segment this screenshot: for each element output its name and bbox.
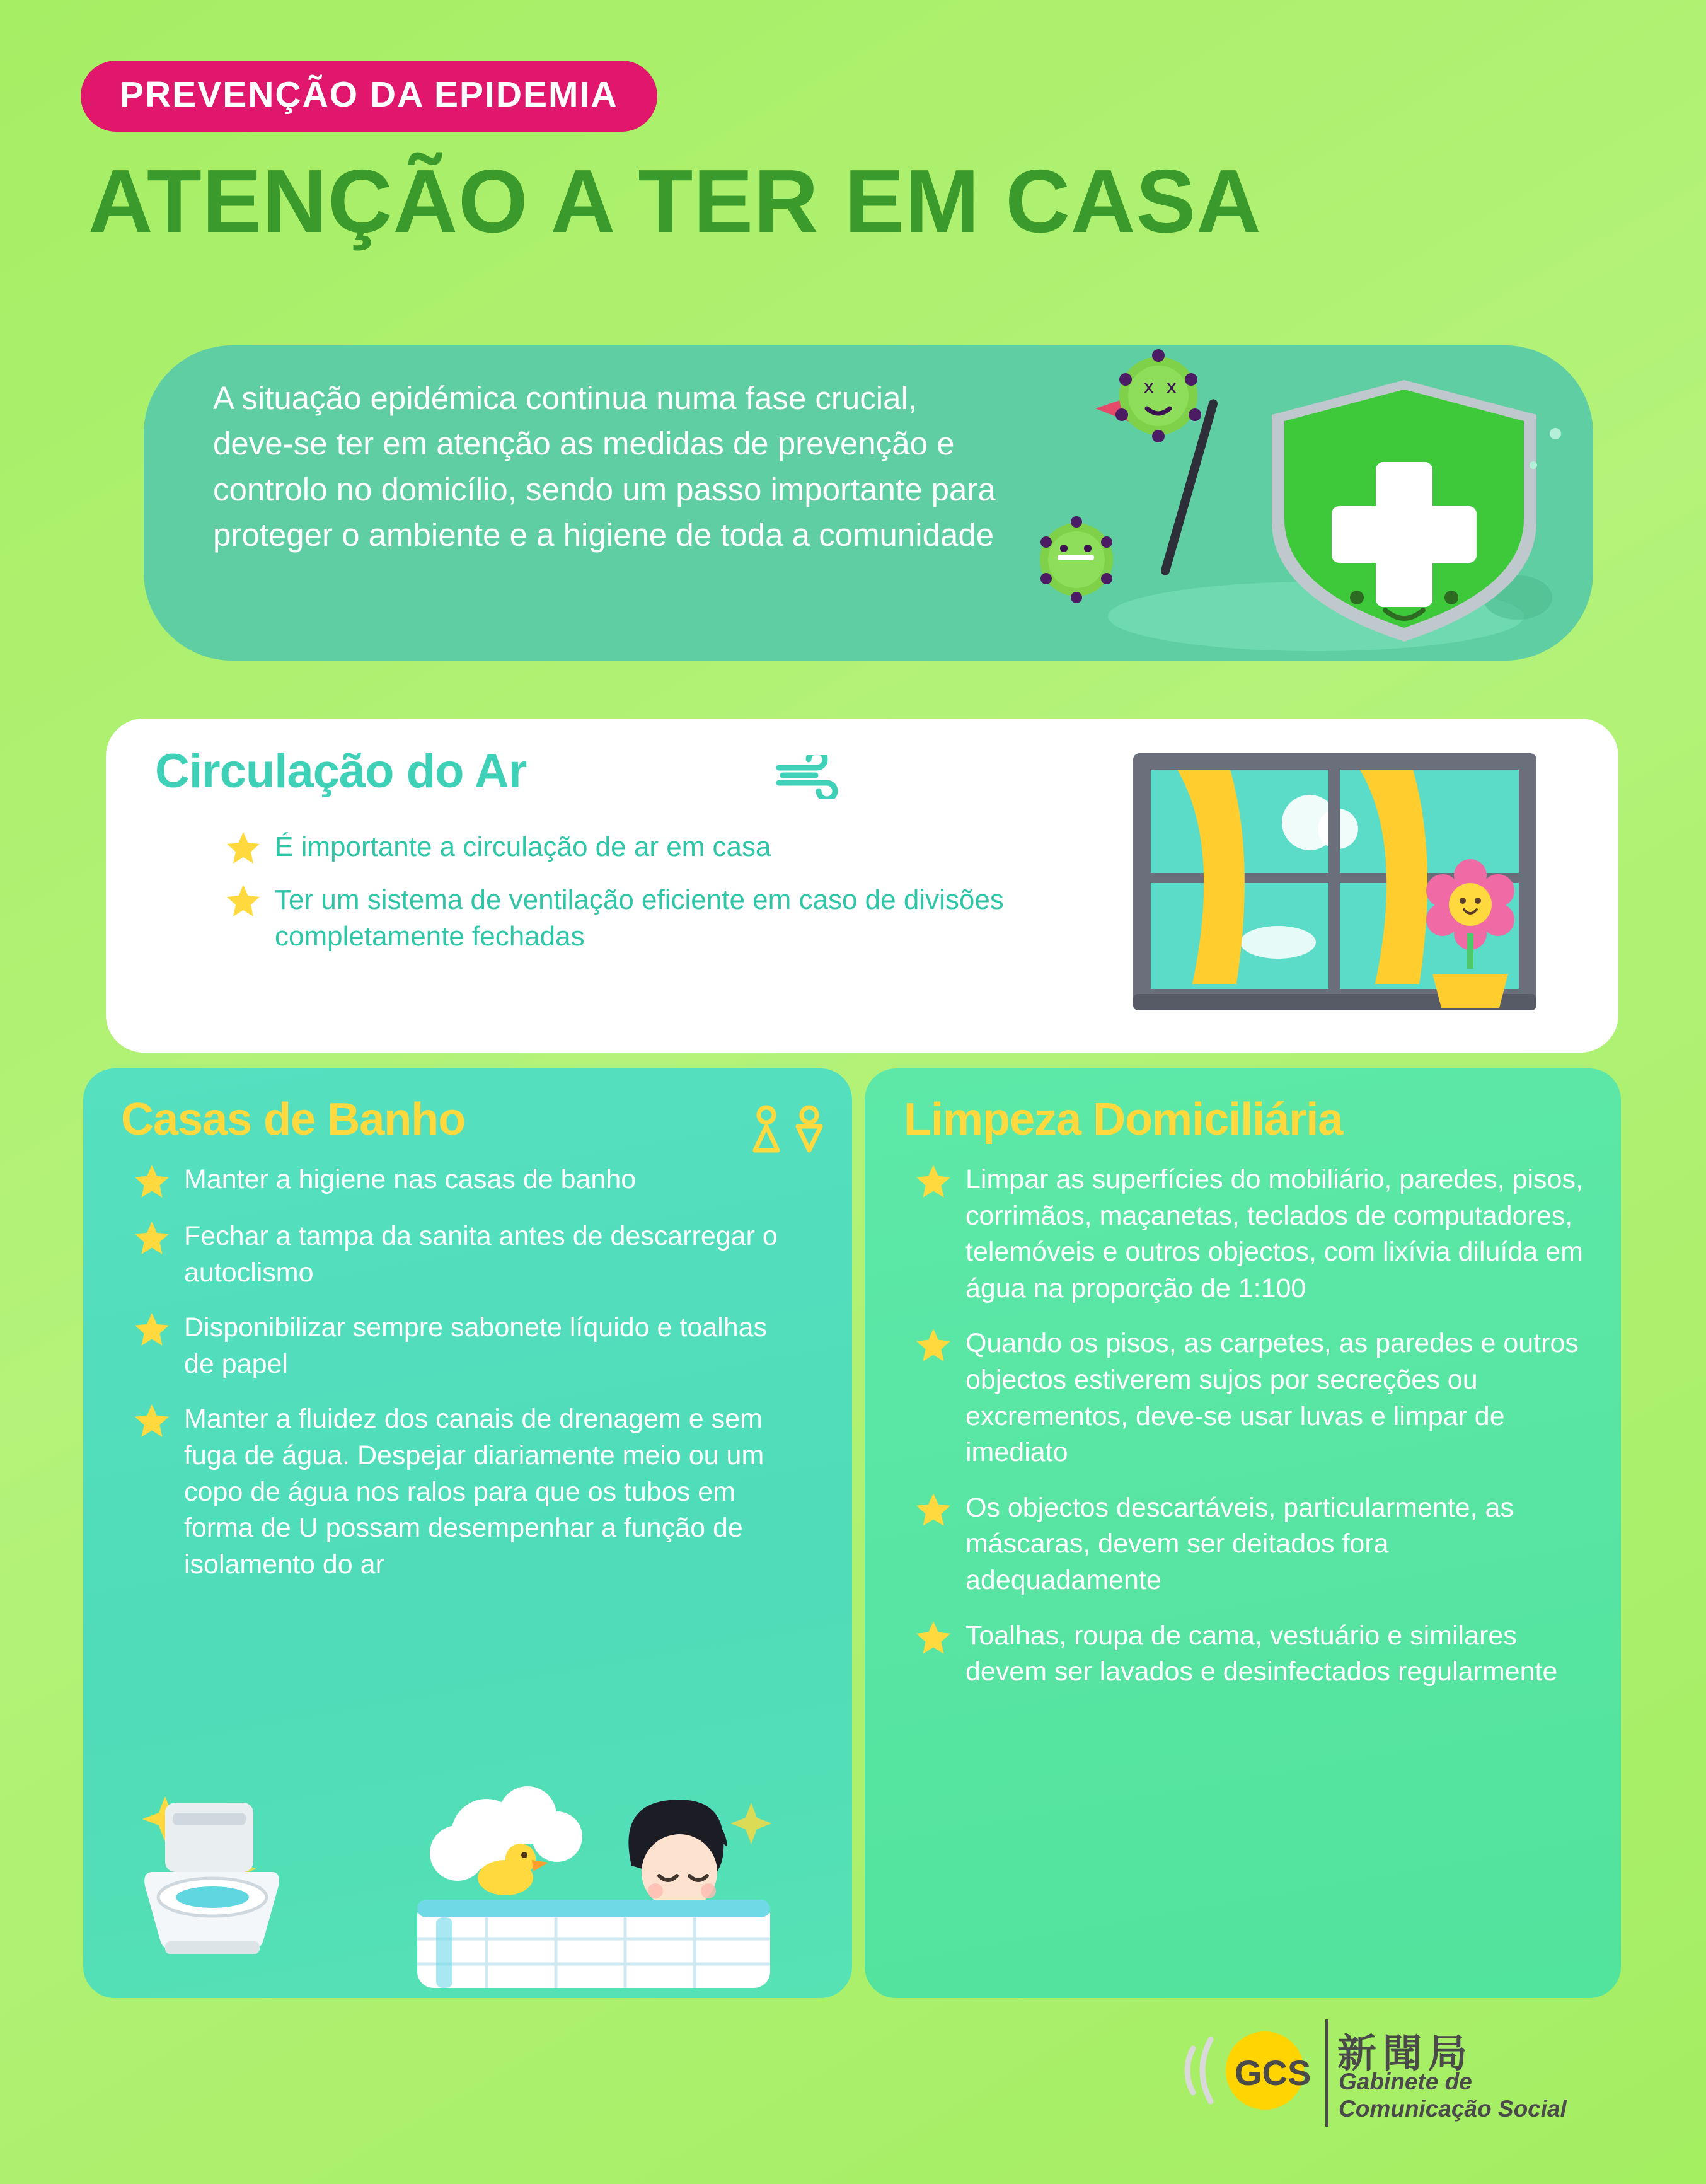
list-item <box>226 882 1158 955</box>
intro-panel <box>144 345 1593 661</box>
list-item <box>915 1162 1583 1307</box>
list-item-text: Manter a fluidez dos canais de drenagem e sem fuga de água. Despejar diariamente meio ou um copo de água nos ralos para que os tubos em forma de U possam desempenhar a função de isolamento do ar <box>184 1404 764 1580</box>
list-item <box>915 1618 1583 1690</box>
list-item-text: Disponibilizar sempre sabonete líquido e toalhas de papel <box>184 1312 768 1379</box>
intro-text: A situação epidémica continua numa fase crucial, deve-se ter em atenção as medidas de prevenção e controlo no domicílio, sendo um passo importante para proteger o ambiente e a higiene de toda a comunidade <box>213 380 996 553</box>
gcs-logo <box>1177 2011 1611 2137</box>
logo-name-pt-line2: Comunicação Social <box>1339 2095 1567 2122</box>
list-item <box>915 1326 1583 1470</box>
wind-icon <box>774 755 850 799</box>
list-item-text: Toalhas, roupa de cama, vestuário e similares devem ser lavados e desinfectados regularmente <box>965 1620 1558 1687</box>
bathroom-title: Casas de Banho <box>121 1094 466 1145</box>
list-item <box>134 1218 802 1291</box>
toilet-and-bathtub-illustration <box>121 1759 827 1992</box>
star-icon <box>226 883 261 918</box>
header-badge: PREVENÇÃO DA EPIDEMIA <box>81 61 657 132</box>
gcs-logo-text: GCS <box>1235 2053 1311 2093</box>
svg-text:x: x <box>1143 376 1155 398</box>
star-icon <box>915 1327 952 1363</box>
list-item <box>134 1162 802 1199</box>
star-icon <box>915 1163 952 1199</box>
star-icon <box>915 1491 952 1528</box>
star-icon <box>226 830 261 865</box>
star-icon <box>134 1402 170 1439</box>
open-window-with-curtains-and-flower-illustration <box>1121 747 1562 1024</box>
air-circulation-card <box>106 719 1618 1053</box>
list-item <box>134 1310 802 1382</box>
list-item-text: Os objectos descartáveis, particularmente, as máscaras, devem ser deitados fora adequadamente <box>965 1492 1514 1596</box>
cleaning-list <box>915 1162 1583 1709</box>
cleaning-title: Limpeza Domiciliária <box>904 1094 1343 1145</box>
logo-name-pt-line1: Gabinete de <box>1339 2069 1472 2094</box>
list-item-text: É importante a circulação de ar em casa <box>275 831 771 862</box>
star-icon <box>915 1619 952 1656</box>
list-item-text: Quando os pisos, as carpetes, as paredes e outros objectos estiverem sujos por secreções ou excrementos, deve-se usar luvas e limpar de imediato <box>965 1328 1579 1468</box>
list-item-text: Fechar a tampa da sanita antes de descarregar o autoclismo <box>184 1221 778 1288</box>
list-item <box>134 1401 802 1583</box>
list-item <box>915 1490 1583 1599</box>
page-title: ATENÇÃO A TER EM CASA <box>88 151 1262 251</box>
star-icon <box>134 1163 170 1199</box>
shield-with-cross-and-virus-illustration <box>963 345 1593 661</box>
cleaning-section <box>865 1068 1621 1998</box>
air-circulation-list <box>226 829 1158 971</box>
list-item-text: Limpar as superfícies do mobiliário, paredes, pisos, corrimãos, maçanetas, teclados de computadores, telemóveis e outros objectos, com lixívia diluída em água na proporção de 1:100 <box>965 1164 1583 1303</box>
bathroom-list <box>134 1162 802 1602</box>
list-item-text: Manter a higiene nas casas de banho <box>184 1164 637 1194</box>
list-item-text: Ter um sistema de ventilação eficiente em caso de divisões completamente fechadas <box>275 884 1004 952</box>
gcs-logo-mark <box>1177 2011 1322 2130</box>
star-icon <box>134 1311 170 1348</box>
restroom-icon <box>751 1105 833 1159</box>
svg-text:x: x <box>1166 376 1177 398</box>
star-icon <box>134 1220 170 1256</box>
logo-name-cn: 新聞局 <box>1337 2030 1474 2076</box>
logo-divider <box>1325 2019 1328 2127</box>
logo-name-pt <box>1339 2069 1567 2122</box>
list-item <box>226 829 1158 865</box>
air-circulation-title: Circulação do Ar <box>155 744 527 798</box>
bathroom-section <box>83 1068 852 1998</box>
